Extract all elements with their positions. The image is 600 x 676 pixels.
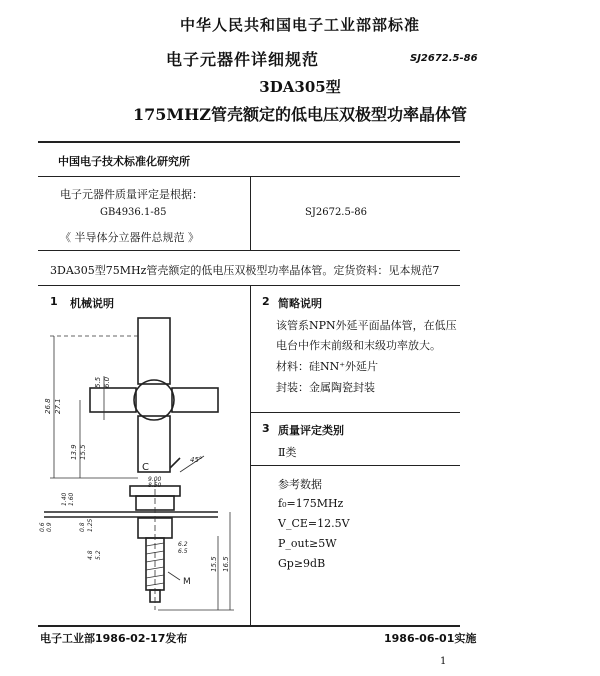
rule-top (38, 141, 460, 143)
rule-institute (38, 176, 460, 177)
dim-15-5b: 15.5 (210, 556, 218, 572)
rule-bottom (38, 625, 460, 627)
basis-label: 电子元器件质量评定是根据： (60, 188, 203, 201)
sec2-desc2: 电台中作末前级和末级功率放大。 (276, 339, 441, 352)
dim-8-50: 8.50 (148, 482, 162, 489)
dim-4-8: 4.8 (87, 550, 94, 560)
dim-5-2: 5.2 (95, 550, 102, 560)
m-leader (168, 572, 180, 580)
dim-6-2: 6.2 (178, 541, 188, 548)
dim-6-5: 6.5 (178, 548, 188, 555)
sec2-title: 简略说明 (278, 297, 322, 310)
bevel-edge (170, 458, 180, 468)
dim-5-5: 5.5 (94, 376, 102, 388)
basis-standard: GB4936.1-85 (100, 207, 167, 218)
dim-0-8: 0.8 (79, 522, 86, 532)
dim-6-0: 6.0 (103, 376, 111, 388)
ref-title: 参考数据 (278, 478, 322, 491)
dim-0-6: 0.6 (39, 522, 46, 532)
sec1-num: 1 (50, 295, 58, 308)
sec2-package: 封装：金属陶瓷封装 (276, 381, 375, 394)
rule-sec3 (250, 412, 460, 413)
basis-general-spec: 《 半导体分立器件总规范 》 (60, 231, 199, 244)
label-m: M (183, 577, 191, 587)
basis-spec-code: SJ2672.5-86 (305, 207, 367, 218)
ref-item: f₀=175MHz (278, 497, 344, 510)
description-line: 3DA305型75MHz管壳额定的低电压双极型功率晶体管。定货资料：见本规范7 (50, 264, 440, 277)
divider-basis (250, 176, 251, 250)
dim-15-5: 15.5 (79, 444, 87, 460)
dim-0-9: 0.9 (46, 522, 53, 532)
mechanical-drawing (38, 310, 250, 622)
ref-item: P_out≥5W (278, 537, 337, 550)
spec-code: SJ2672.5-86 (410, 53, 478, 64)
ref-item: Gp≥9dB (278, 557, 326, 570)
label-c: C (142, 462, 149, 473)
sec3-category: Ⅱ类 (278, 446, 297, 459)
issued-date: 电子工业部1986-02-17发布 (40, 632, 188, 645)
sec3-title: 质量评定类别 (278, 424, 344, 437)
sec2-material: 材料：硅NN⁺外延片 (276, 360, 379, 373)
page-number: 1 (440, 656, 447, 667)
ref-item: V_CE=12.5V (278, 517, 350, 530)
effective-date: 1986-06-01实施 (384, 632, 477, 645)
sec2-desc1: 该管系NPN外延平面晶体管，在低压 (276, 319, 457, 332)
sec2-num: 2 (262, 295, 270, 308)
dim-16-5: 16.5 (222, 556, 230, 572)
spec-title: 电子元器件详细规范 (166, 50, 320, 69)
angle-45: 45° (190, 456, 203, 464)
dim-1-40: 1.40 (61, 492, 68, 506)
lead-left (90, 388, 136, 412)
divider-main (250, 285, 251, 625)
issuer: 中华人民共和国电子工业部部标准 (179, 16, 420, 34)
institute: 中国电子技术标准化研究所 (58, 155, 190, 168)
lead-right (172, 388, 218, 412)
dim-27-1: 27.1 (54, 398, 62, 414)
rule-desc (38, 285, 460, 286)
subtitle: 175MHZ管壳额定的低电压双极型功率晶体管 (133, 105, 467, 124)
rule-basis (38, 250, 460, 251)
dim-9-00: 9.00 (148, 476, 162, 483)
package-body (134, 380, 174, 420)
dim-1-60: 1.60 (68, 492, 75, 506)
dim-13-9: 13.9 (70, 444, 78, 460)
rule-ref (250, 465, 460, 466)
dim-1-25: 1.25 (87, 518, 94, 532)
dim-26-8: 26.8 (44, 398, 52, 414)
sec3-num: 3 (262, 422, 270, 435)
lead-top (138, 318, 170, 384)
model: 3DA305型 (259, 78, 341, 96)
sec1-title: 机械说明 (70, 297, 114, 310)
